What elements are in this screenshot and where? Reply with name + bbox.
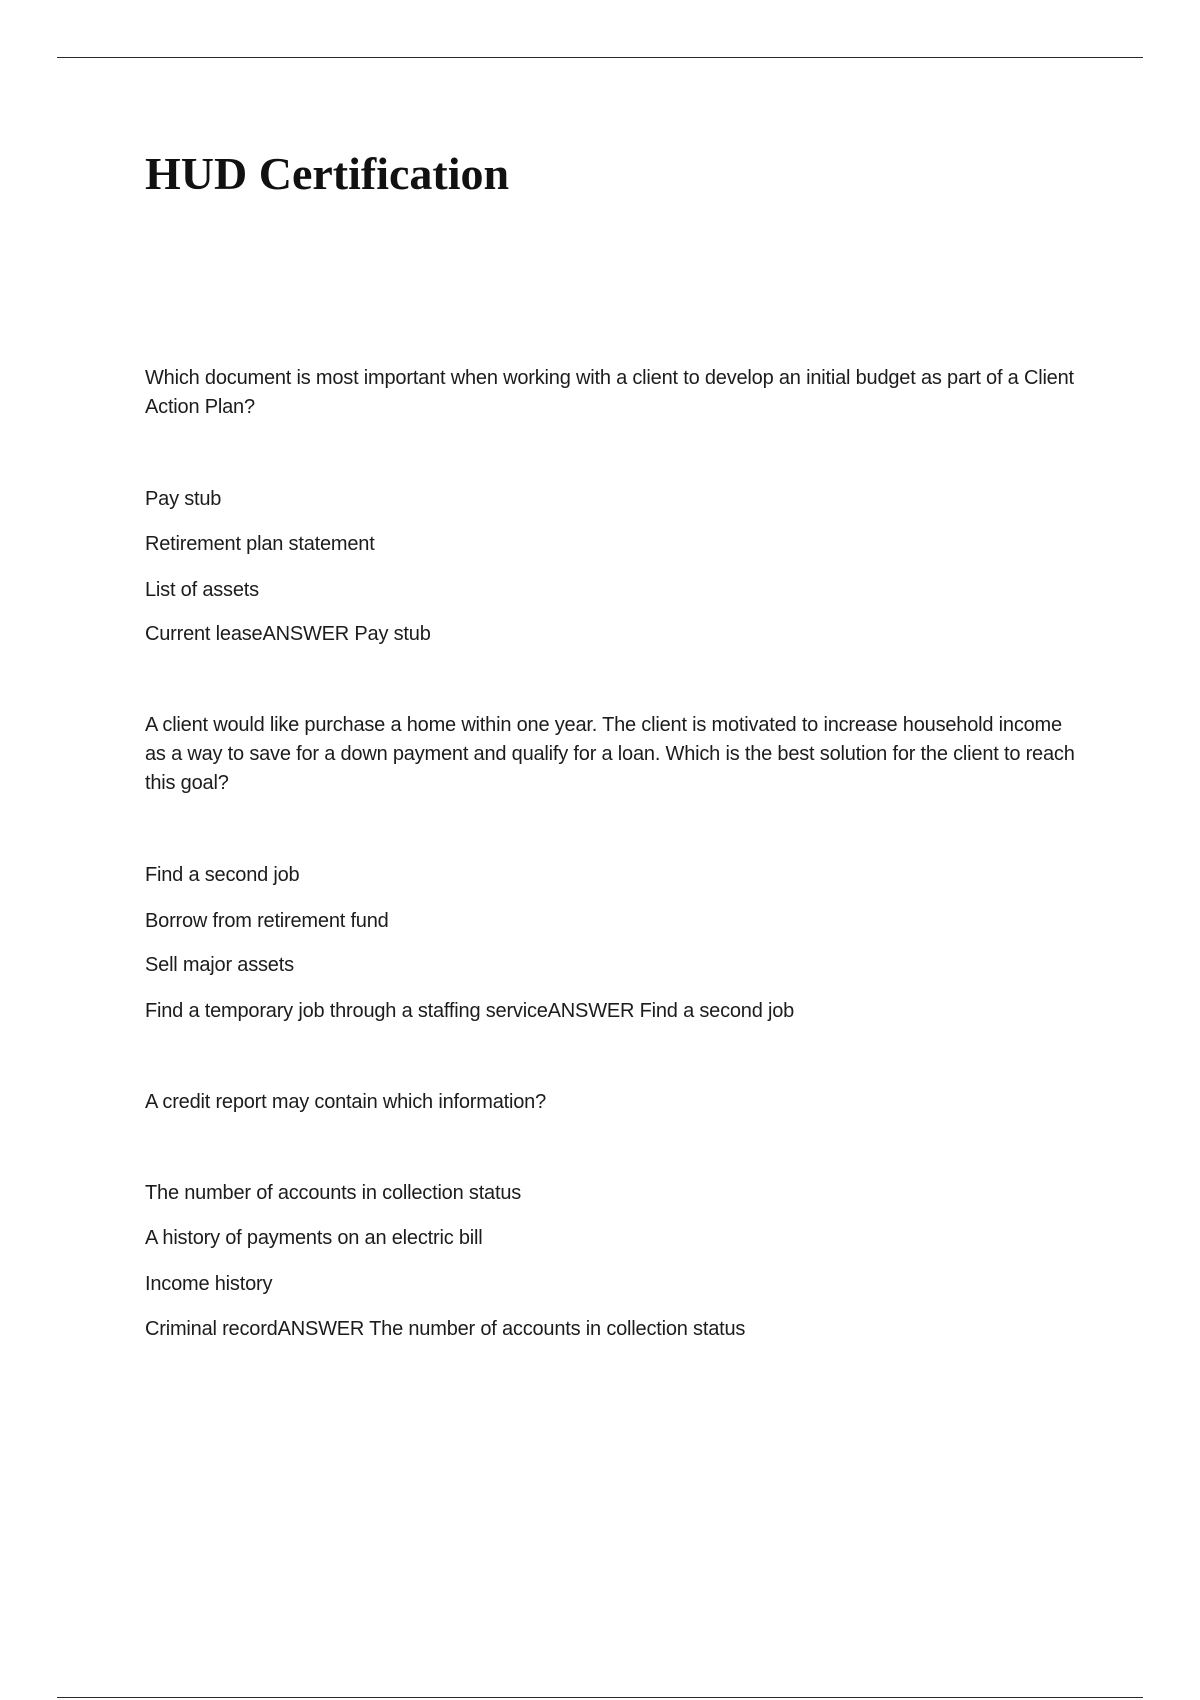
question-2-option-4: Find a temporary job through a staffing serviceANSWER Find a second job xyxy=(145,1000,795,1022)
question-1-option-3: List of assets xyxy=(145,579,259,601)
question-3-option-3: Income history xyxy=(145,1273,273,1295)
bottom-rule xyxy=(57,1697,1143,1698)
question-3-option-2: A history of payments on an electric bill xyxy=(145,1227,483,1249)
question-3-option-1: The number of accounts in collection status xyxy=(145,1182,522,1204)
question-2-option-1: Find a second job xyxy=(145,864,300,886)
question-1-option-4: Current leaseANSWER Pay stub xyxy=(145,623,431,645)
question-1-prompt: Which document is most important when working with a client to develop an initial budget as part of a Client Action Plan? xyxy=(145,367,1074,418)
document-title: HUD Certification xyxy=(145,148,510,199)
question-3-prompt: A credit report may contain which information? xyxy=(145,1091,546,1113)
question-2-option-2: Borrow from retirement fund xyxy=(145,910,389,932)
question-3-option-4: Criminal recordANSWER The number of accounts in collection status xyxy=(145,1318,746,1340)
top-rule xyxy=(57,57,1143,58)
question-1-option-1: Pay stub xyxy=(145,488,222,510)
question-2-option-3: Sell major assets xyxy=(145,954,294,976)
question-1-option-2: Retirement plan statement xyxy=(145,533,375,555)
question-2-prompt: A client would like purchase a home within one year. The client is motivated to increase household income as a way to save for a down payment and qualify for a loan. Which is the best solution for the client to reach this goal? xyxy=(145,714,1075,794)
